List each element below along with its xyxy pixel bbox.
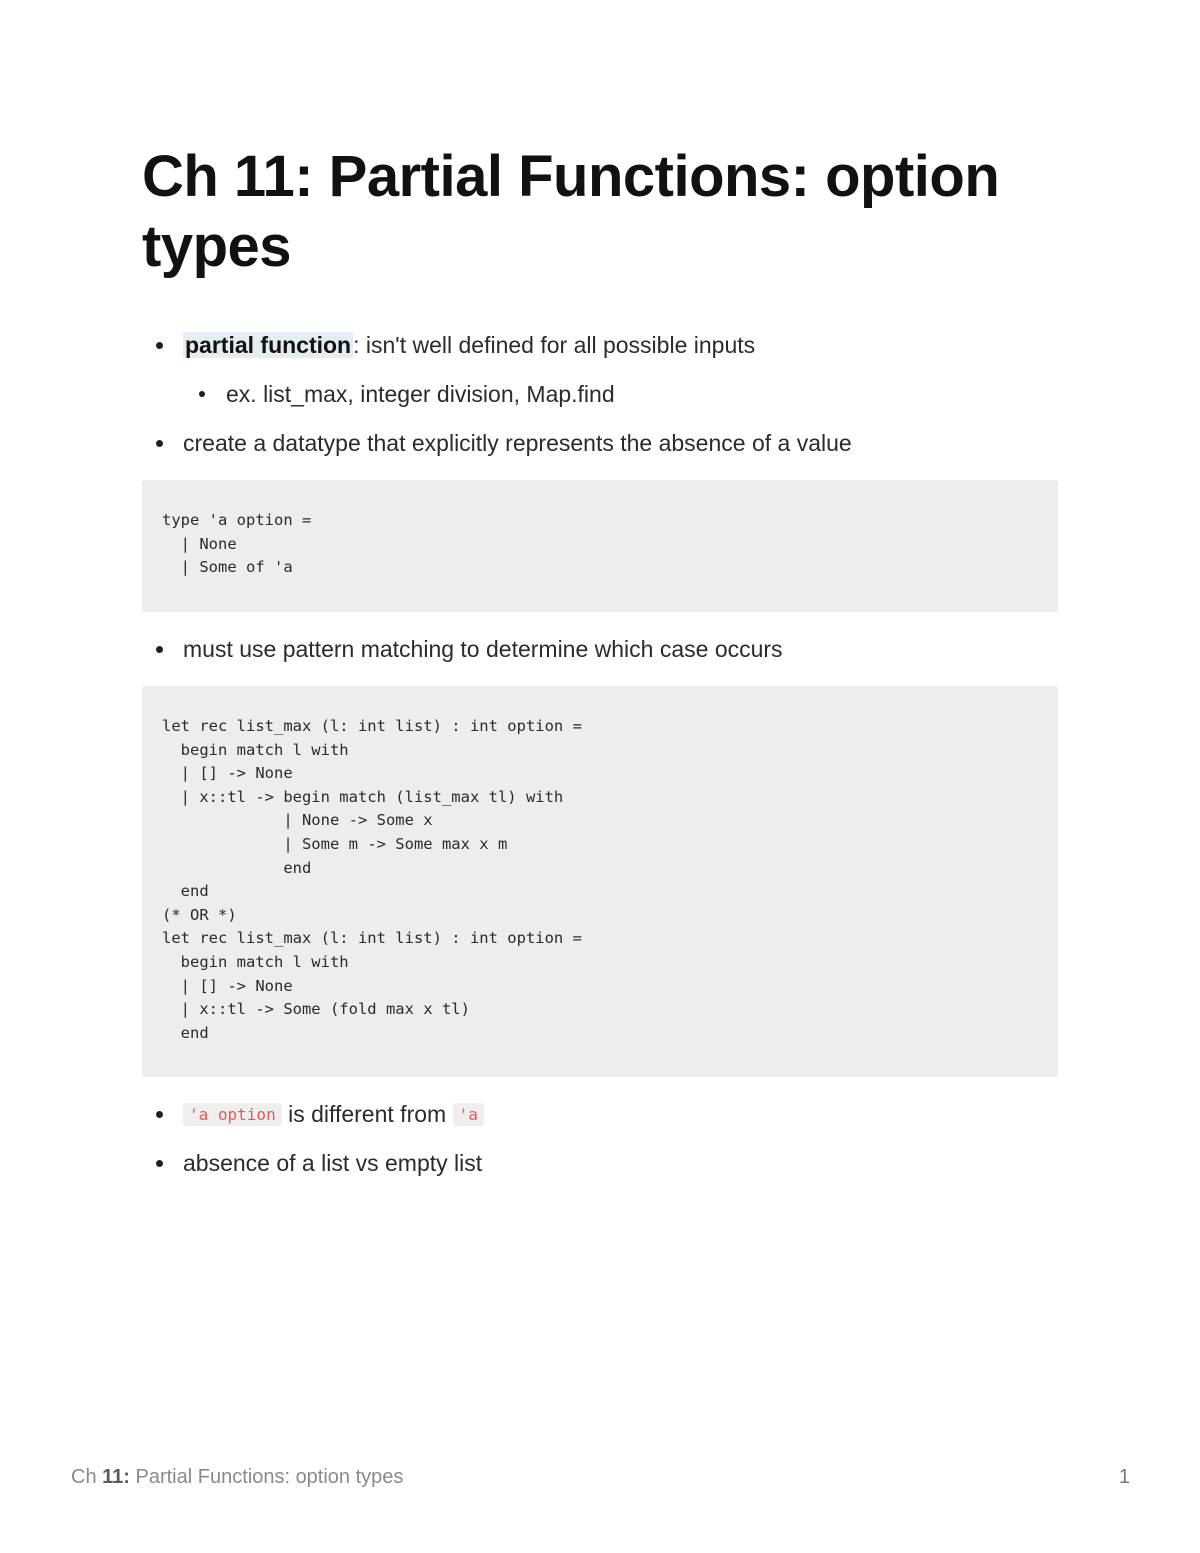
bullet-text: must use pattern matching to determine which case occurs xyxy=(183,636,783,662)
term-partial-function: partial function xyxy=(185,332,352,358)
bullet-absence-of-list xyxy=(183,1147,482,1179)
sub-bullet-examples xyxy=(226,378,615,410)
bullet-dot xyxy=(156,440,163,447)
inline-code-a-option: 'a option xyxy=(183,1103,282,1126)
bullet-text: is different from xyxy=(281,1101,453,1127)
bullet-text: create a datatype that explicitly represents the absence of a value xyxy=(183,430,852,456)
footer-title xyxy=(71,1463,403,1491)
bullet-pattern-matching xyxy=(183,633,783,665)
bullet-dot xyxy=(156,1111,163,1118)
code-block-list-max xyxy=(142,686,1058,1077)
code-text: type 'a option = | None | Some of 'a xyxy=(162,511,312,577)
page-number: 1 xyxy=(1118,1466,1130,1488)
bullet-option-different xyxy=(183,1098,484,1133)
code-text: let rec list_max (l: int list) : int option = begin match l with | [] -> None | x::tl -> begin match (list_max tl) with | None -> Some x | Some m -> Some max x m end end (* OR *) let rec list_max (l: int list) : int option = begin match l with | [] -> None | x::tl -> Some (fold max x tl) end xyxy=(162,717,582,1042)
bullet-dot xyxy=(199,391,205,397)
bullet-text: absence of a list vs empty list xyxy=(183,1150,483,1176)
footer-chapter-number: 11: xyxy=(102,1466,130,1488)
bullet-text: : isn't well defined for all possible inputs xyxy=(353,332,756,358)
bullet-dot xyxy=(156,342,163,349)
page-title: Ch 11: Partial Functions: option types xyxy=(142,144,1000,279)
bullet-text: ex. list_max, integer division, Map.find xyxy=(226,381,615,407)
bullet-create-datatype xyxy=(183,427,852,459)
code-block-option-type xyxy=(142,480,1058,612)
bullet-dot xyxy=(156,646,163,653)
bullet-partial-function xyxy=(183,329,755,361)
bullet-dot xyxy=(156,1160,163,1167)
footer-prefix: Ch xyxy=(71,1466,103,1488)
footer-rest: Partial Functions: option types xyxy=(129,1466,404,1488)
inline-code-a: 'a xyxy=(453,1103,484,1126)
